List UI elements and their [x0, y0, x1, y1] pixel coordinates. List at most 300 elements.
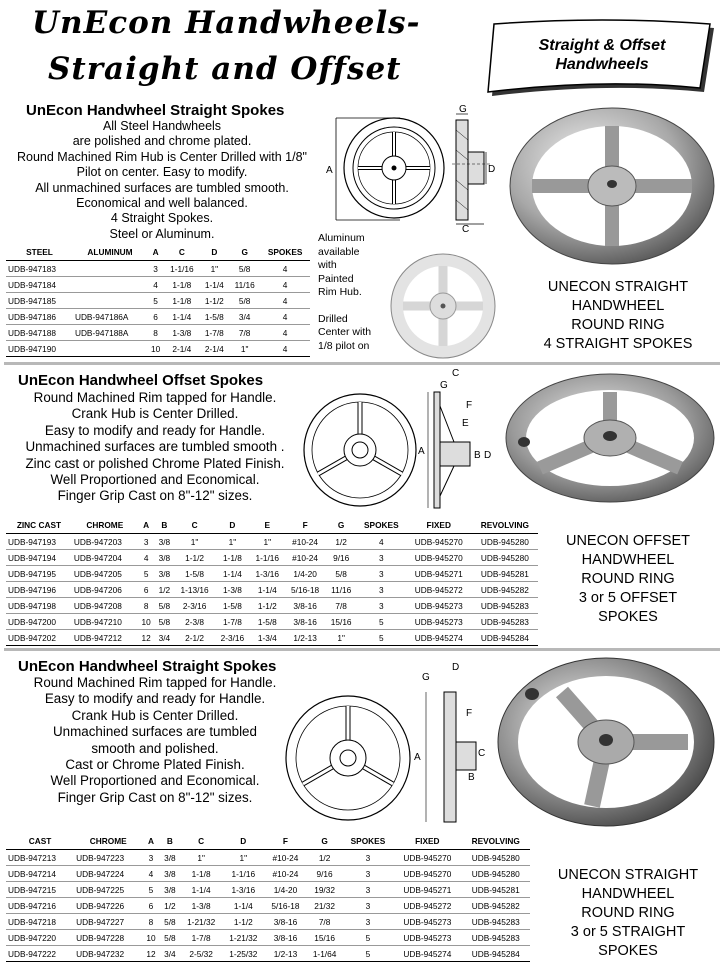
table-cell: UDB-947208	[72, 598, 138, 614]
table-row	[6, 882, 530, 898]
section-divider	[4, 648, 720, 651]
table-cell: 1-1/2	[250, 598, 285, 614]
table-cell: UDB-947204	[72, 550, 138, 566]
table-cell: 5/8	[229, 261, 260, 277]
table-header-row	[6, 832, 530, 850]
table-cell: 1"	[325, 630, 356, 646]
dim-label-c: C	[478, 748, 486, 759]
table-cell: UDB-945273	[406, 598, 472, 614]
table-cell: 19/32	[307, 882, 343, 898]
table-cell: 1-3/4	[250, 630, 285, 646]
table-cell: 3	[142, 850, 159, 866]
table-cell: 3/8	[160, 866, 180, 882]
col-header: C	[180, 832, 222, 850]
table-cell: 3/8-16	[264, 914, 306, 930]
table-row	[6, 866, 530, 882]
table-cell: 5/16-18	[285, 582, 326, 598]
table-cell: UDB-947203	[72, 534, 138, 550]
table-cell: 4	[260, 261, 310, 277]
table-cell: UDB-947196	[6, 582, 72, 598]
table-cell: UDB-947212	[72, 630, 138, 646]
table-cell: UDB-945281	[461, 882, 530, 898]
section3-table	[6, 832, 530, 962]
table-header-row	[6, 243, 310, 261]
table-row	[6, 309, 310, 325]
desc-line: Finger Grip Cast on 8"-12" sizes.	[57, 488, 253, 504]
table-cell: #10-24	[264, 866, 306, 882]
table-cell: 5	[142, 882, 159, 898]
table-cell: UDB-947186	[6, 309, 73, 325]
table-cell: 3	[147, 261, 164, 277]
caption-line: HANDWHEEL	[571, 298, 665, 314]
section3-description	[4, 675, 306, 806]
caption-line: UNECON STRAIGHT	[547, 279, 689, 295]
table-cell: 1-1/64	[307, 946, 343, 962]
table-cell: 5/8	[229, 293, 260, 309]
desc-line: All Steel Handwheels	[102, 119, 222, 133]
table-row	[6, 325, 310, 341]
note-line: available	[318, 245, 360, 258]
table-row	[6, 630, 538, 646]
desc-line: Zinc cast or polished Chrome Plated Finish.	[25, 455, 285, 471]
desc-line: 4 Straight Spokes.	[110, 211, 214, 226]
note-line: Rim Hub.	[318, 286, 362, 298]
dim-label-g: G	[422, 672, 430, 683]
table-cell: UDB-945274	[393, 946, 461, 962]
table-cell: UDB-945284	[461, 946, 530, 962]
note-line: 1/8 pilot on	[318, 339, 370, 352]
table-cell: UDB-947220	[6, 930, 74, 946]
col-header: F	[285, 516, 326, 534]
table-row	[6, 850, 530, 866]
table-cell: 4	[138, 550, 155, 566]
table-cell: UDB-945280	[461, 866, 530, 882]
table-cell: 3	[357, 566, 406, 582]
caption-line: SPOKES	[598, 943, 658, 959]
table-cell: UDB-947194	[6, 550, 72, 566]
caption-line: UNECON OFFSET	[565, 533, 691, 549]
table-cell: UDB-947206	[72, 582, 138, 598]
caption-line: 3 or 5 STRAIGHT	[570, 924, 686, 940]
col-header: B	[160, 832, 180, 850]
table-cell: 1-1/16	[222, 866, 264, 882]
caption-line: HANDWHEEL	[581, 552, 675, 568]
table-cell: 4	[260, 293, 310, 309]
table-cell: 1-1/2	[174, 550, 215, 566]
table-cell: 1-3/8	[180, 898, 222, 914]
table-cell: #10-24	[285, 550, 326, 566]
table-cell: UDB-947188	[6, 325, 73, 341]
section2-description	[4, 390, 306, 505]
table-cell: UDB-945280	[472, 550, 538, 566]
table-cell: 1-7/8	[200, 325, 230, 341]
table-cell	[73, 341, 147, 357]
table-cell: 10	[147, 341, 164, 357]
table-cell: 1-1/4	[250, 582, 285, 598]
table-cell: UDB-947213	[6, 850, 74, 866]
table-cell: 3/8-16	[285, 598, 326, 614]
table-cell: 5/8	[325, 566, 356, 582]
table-row	[6, 534, 538, 550]
table-cell: 2-1/4	[164, 341, 199, 357]
dim-label-g: G	[459, 104, 467, 115]
table-cell: 1"	[229, 341, 260, 357]
col-header: C	[174, 516, 215, 534]
section3-photo-straight-wheel	[492, 654, 718, 832]
table-cell: 5/8	[155, 614, 175, 630]
table-cell: UDB-947195	[6, 566, 72, 582]
table-cell: 4	[260, 277, 310, 293]
table-cell: 8	[138, 598, 155, 614]
table-cell: 1-7/8	[215, 614, 250, 630]
note-line: Painted	[318, 272, 354, 285]
table-cell: UDB-947185	[6, 293, 73, 309]
table-cell: 3/4	[155, 630, 175, 646]
table-cell: UDB-947210	[72, 614, 138, 630]
caption-line: SPOKES	[598, 609, 658, 625]
dim-label-d: D	[488, 164, 496, 175]
table-cell: 2-5/32	[180, 946, 222, 962]
table-cell: 5	[357, 614, 406, 630]
table-cell: 1-25/32	[222, 946, 264, 962]
table-cell: UDB-947225	[74, 882, 142, 898]
table-cell: UDB-947227	[74, 914, 142, 930]
table-cell: 7/8	[229, 325, 260, 341]
table-cell: 3/4	[229, 309, 260, 325]
table-cell: 1-1/4	[222, 898, 264, 914]
table-row	[6, 898, 530, 914]
table-cell: UDB-945270	[406, 534, 472, 550]
table-cell: UDB-945270	[393, 866, 461, 882]
section2-photo-offset-wheel	[500, 370, 718, 510]
caption-line: 3 or 5 OFFSET	[578, 590, 678, 606]
table-cell: 3	[357, 582, 406, 598]
table-cell: 1"	[222, 850, 264, 866]
note-line: with	[318, 259, 337, 271]
page-title-line1: UnEcon Handwheels-	[32, 5, 421, 41]
dim-label-f: F	[466, 708, 473, 719]
table-row	[6, 598, 538, 614]
table-cell: 3	[343, 898, 394, 914]
section1-description	[6, 119, 318, 242]
table-cell	[73, 293, 147, 309]
col-header: A	[147, 243, 164, 261]
table-cell: UDB-945274	[406, 630, 472, 646]
section3-title: UnEcon Handwheel Straight Spokes	[18, 658, 277, 675]
dim-label-e: E	[462, 418, 469, 429]
section1-caption	[520, 278, 716, 354]
table-cell: 2-3/8	[174, 614, 215, 630]
table-cell: UDB-947190	[6, 341, 73, 357]
table-cell: 1/2	[325, 534, 356, 550]
table-cell: 1-1/8	[164, 293, 199, 309]
dim-label-b: B	[474, 450, 481, 461]
table-cell: 5	[343, 946, 394, 962]
table-cell	[73, 261, 147, 277]
table-cell: 9/16	[307, 866, 343, 882]
table-row	[6, 261, 310, 277]
section1-aluminum-note	[318, 232, 371, 353]
table-cell: UDB-945271	[406, 566, 472, 582]
table-row	[6, 277, 310, 293]
dim-label-d: D	[452, 662, 460, 673]
page-title-line2: Straight and Offset	[48, 51, 402, 87]
table-cell: 3	[357, 598, 406, 614]
desc-line: All unmachined surfaces are tumbled smooth.	[35, 180, 289, 195]
table-row	[6, 614, 538, 630]
table-cell: 1/4-20	[264, 882, 306, 898]
col-header: E	[250, 516, 285, 534]
table-cell: 1-5/8	[174, 566, 215, 582]
dim-label-c: C	[452, 368, 460, 379]
table-cell: 1-1/8	[180, 866, 222, 882]
col-header: G	[229, 243, 260, 261]
section2-drawing	[300, 366, 496, 516]
desc-line: smooth and polished.	[91, 740, 219, 756]
table-cell: UDB-945271	[393, 882, 461, 898]
col-header: SPOKES	[260, 243, 310, 261]
col-header: CAST	[6, 832, 74, 850]
table-row	[6, 293, 310, 309]
desc-line: Economical and well balanced.	[76, 196, 248, 211]
table-cell: 4	[260, 309, 310, 325]
table-cell: UDB-947202	[6, 630, 72, 646]
desc-line: Pilot on center. Easy to modify.	[76, 165, 248, 180]
section1-title: UnEcon Handwheel Straight Spokes	[26, 102, 285, 119]
table-cell: 3/8	[160, 850, 180, 866]
note-line: Drilled	[318, 312, 348, 325]
table-cell: 3/4	[160, 946, 180, 962]
table-cell: 4	[357, 534, 406, 550]
table-cell: 4	[142, 866, 159, 882]
col-header: G	[325, 516, 356, 534]
table-cell: 1-3/8	[164, 325, 199, 341]
table-cell: 4	[147, 277, 164, 293]
col-header: F	[264, 832, 306, 850]
table-cell: UDB-945273	[406, 614, 472, 630]
table-cell: 6	[147, 309, 164, 325]
table-cell: 1-13/16	[174, 582, 215, 598]
banner	[484, 18, 706, 84]
desc-line: Finger Grip Cast on 8"-12" sizes.	[57, 789, 253, 805]
table-row	[6, 946, 530, 962]
table-cell: 6	[138, 582, 155, 598]
table-cell: 15/16	[307, 930, 343, 946]
table-cell: UDB-947186A	[73, 309, 147, 325]
table-cell: 3	[343, 866, 394, 882]
table-cell: 7/8	[307, 914, 343, 930]
table-cell: 7/8	[325, 598, 356, 614]
table-cell: UDB-945283	[461, 930, 530, 946]
table-cell: UDB-945273	[393, 930, 461, 946]
table-cell: 1-1/4	[164, 309, 199, 325]
table-cell: 2-1/2	[174, 630, 215, 646]
col-header: REVOLVING	[472, 516, 538, 534]
col-header: A	[138, 516, 155, 534]
table-cell: 5	[138, 566, 155, 582]
section1-table	[6, 243, 310, 357]
dim-label-c: C	[462, 224, 470, 235]
col-header: D	[215, 516, 250, 534]
table-cell: 4	[260, 325, 310, 341]
table-cell: 1/2-13	[285, 630, 326, 646]
table-cell: 1-1/16	[250, 550, 285, 566]
desc-line: Round Machined Rim tapped for Handle.	[33, 675, 277, 690]
table-cell: 1-1/4	[200, 277, 230, 293]
note-line: Aluminum	[318, 232, 365, 244]
table-cell: 1"	[215, 534, 250, 550]
table-cell: UDB-947198	[6, 598, 72, 614]
desc-line: Unmachined surfaces are tumbled	[53, 724, 257, 740]
table-cell: UDB-947218	[6, 914, 74, 930]
note-line	[318, 300, 371, 313]
col-header: D	[200, 243, 230, 261]
table-cell: UDB-945282	[472, 582, 538, 598]
desc-line: Easy to modify and ready for Handle.	[44, 691, 266, 707]
table-cell: UDB-947188A	[73, 325, 147, 341]
dim-label-a: A	[418, 446, 425, 457]
table-cell: 1-3/8	[215, 582, 250, 598]
table-cell: UDB-947226	[74, 898, 142, 914]
table-cell: 3/8	[155, 566, 175, 582]
table-cell: 1-1/2	[200, 293, 230, 309]
dim-label-f: F	[466, 400, 473, 411]
table-cell: 1-5/8	[215, 598, 250, 614]
table-cell: 12	[142, 946, 159, 962]
table-cell: 1-5/8	[250, 614, 285, 630]
desc-line: Round Machined Rim tapped for Handle.	[33, 390, 277, 405]
table-cell: 1-21/32	[180, 914, 222, 930]
table-cell: 1"	[200, 261, 230, 277]
table-row	[6, 582, 538, 598]
table-header-row	[6, 516, 538, 534]
section2-table	[6, 516, 538, 646]
dim-label-a: A	[414, 752, 421, 763]
table-cell: 4	[260, 341, 310, 357]
table-cell: UDB-945283	[472, 614, 538, 630]
table-cell: UDB-945282	[461, 898, 530, 914]
col-header: G	[307, 832, 343, 850]
table-cell: UDB-947200	[6, 614, 72, 630]
table-cell: UDB-945270	[406, 550, 472, 566]
table-cell: UDB-947205	[72, 566, 138, 582]
table-cell: 3/8	[155, 534, 175, 550]
table-cell: 1-3/16	[222, 882, 264, 898]
desc-line: Steel or Aluminum.	[109, 226, 215, 241]
col-header: SPOKES	[357, 516, 406, 534]
table-cell: 8	[142, 914, 159, 930]
col-header: B	[155, 516, 175, 534]
table-cell: UDB-947232	[74, 946, 142, 962]
table-row	[6, 341, 310, 357]
table-cell: 1-5/8	[200, 309, 230, 325]
dim-label-g: G	[440, 380, 448, 391]
col-header: FIXED	[393, 832, 461, 850]
table-row	[6, 914, 530, 930]
desc-line: Round Machined Rim Hub is Center Drilled with 1/8"	[17, 149, 307, 164]
table-cell: 2-3/16	[215, 630, 250, 646]
col-header: A	[142, 832, 159, 850]
table-cell: 5/8	[155, 598, 175, 614]
table-cell: UDB-947222	[6, 946, 74, 962]
desc-line: Crank Hub is Center Drilled.	[71, 707, 239, 723]
col-header: ALUMINUM	[73, 243, 147, 261]
table-cell: 10	[138, 614, 155, 630]
table-cell: 2-3/16	[174, 598, 215, 614]
table-cell: 3	[138, 534, 155, 550]
desc-line: Well Proportioned and Economical.	[50, 773, 260, 789]
table-cell: 21/32	[307, 898, 343, 914]
section3-drawing	[282, 656, 494, 826]
table-cell: 1-7/8	[180, 930, 222, 946]
desc-line: Easy to modify and ready for Handle.	[44, 422, 266, 438]
caption-line: ROUND RING	[571, 317, 665, 333]
col-header: STEEL	[6, 243, 73, 261]
table-cell: 5/8	[160, 914, 180, 930]
table-cell: 1-1/2	[222, 914, 264, 930]
banner-line1: Straight & Offset	[538, 37, 666, 54]
desc-line: Crank Hub is Center Drilled.	[71, 406, 239, 422]
table-cell: UDB-947228	[74, 930, 142, 946]
table-cell: UDB-945283	[461, 914, 530, 930]
section1-photo-aluminum-wheel	[388, 250, 498, 362]
section1-drawing	[322, 100, 500, 238]
table-cell: 11/16	[229, 277, 260, 293]
col-header: SPOKES	[343, 832, 394, 850]
table-cell: 3	[343, 882, 394, 898]
table-cell: UDB-945273	[393, 914, 461, 930]
section3-caption	[536, 866, 720, 961]
caption-line: HANDWHEEL	[581, 886, 675, 902]
table-cell: UDB-947214	[6, 866, 74, 882]
table-cell: 1-1/8	[215, 550, 250, 566]
section-divider	[4, 362, 720, 365]
dim-label-a: A	[326, 165, 333, 176]
table-cell: UDB-945283	[472, 598, 538, 614]
dim-label-d: D	[484, 450, 492, 461]
desc-line: are polished and chrome plated.	[72, 134, 252, 149]
table-cell: 1-1/4	[215, 566, 250, 582]
table-cell: 1/4-20	[285, 566, 326, 582]
table-cell: 8	[147, 325, 164, 341]
table-cell: 1"	[174, 534, 215, 550]
section2-caption	[540, 532, 716, 627]
table-cell: UDB-945284	[472, 630, 538, 646]
table-cell: 1-1/4	[180, 882, 222, 898]
desc-line: Cast or Chrome Plated Finish.	[65, 757, 245, 773]
table-cell: 12	[138, 630, 155, 646]
col-header: CHROME	[74, 832, 142, 850]
table-cell: 6	[142, 898, 159, 914]
table-cell: 9/16	[325, 550, 356, 566]
table-cell: 3	[343, 914, 394, 930]
table-row	[6, 566, 538, 582]
caption-line: 4 STRAIGHT SPOKES	[543, 336, 693, 352]
table-cell: 3/8	[160, 882, 180, 898]
col-header: FIXED	[406, 516, 472, 534]
table-cell: 1/2	[155, 582, 175, 598]
table-cell: #10-24	[264, 850, 306, 866]
table-cell: 1"	[250, 534, 285, 550]
table-cell: 1-3/16	[250, 566, 285, 582]
table-cell: UDB-947184	[6, 277, 73, 293]
banner-line2: Handwheels	[555, 56, 649, 73]
table-cell: 2-1/4	[200, 341, 230, 357]
table-cell: UDB-945280	[472, 534, 538, 550]
table-cell: 1-1/16	[164, 261, 199, 277]
table-cell: 5	[357, 630, 406, 646]
desc-line: Well Proportioned and Economical.	[50, 472, 260, 488]
